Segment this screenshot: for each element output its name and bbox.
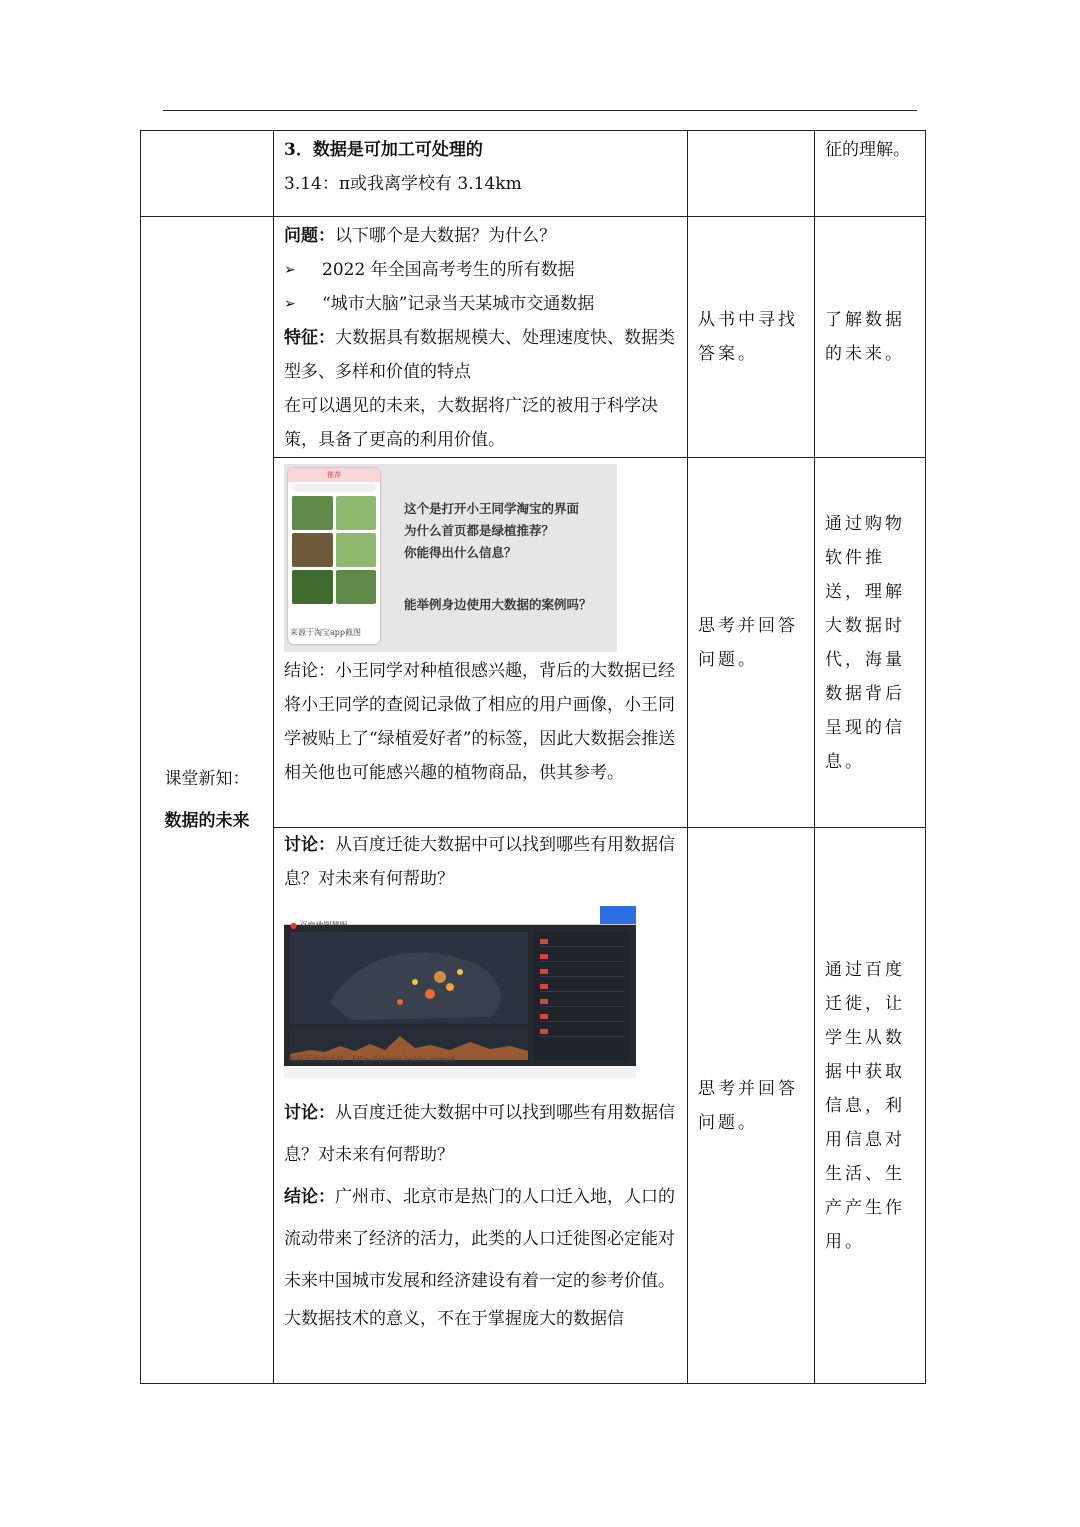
design-intent-text: 征的理解。 (825, 140, 910, 160)
feature-paragraph (284, 321, 677, 389)
design-intent-text: 通过购物软件推送，理解大数据时代，海量数据背后呈现的信息。 (825, 513, 905, 772)
plant-image (336, 533, 377, 567)
heading-data-processable: 3．数据是可加工可处理的 (284, 140, 483, 160)
bullet-text: “城市大脑”记录当天某城市交通数据 (322, 294, 595, 314)
arrow-bullet-icon: ➢ (284, 296, 296, 312)
discuss-paragraph (284, 828, 677, 896)
list-item (540, 938, 624, 947)
list-item (284, 287, 677, 321)
discuss-text: 从百度迁徙大数据中可以找到哪些有用数据信息？对未来有何帮助？ (284, 835, 675, 889)
question-label: 问题： (284, 226, 335, 246)
conclusion-text: 广州市、北京市是热门的人口迁入地，人口的流动带来了经济的活力，此类的人口迁徙图必定能对未来中国城市发展和经济建设有着一定的参考价值。 (284, 1187, 675, 1291)
migration-dashboard (284, 906, 636, 1066)
figure-question: 能举例身边使用大数据的案例吗？ (404, 597, 592, 612)
list-item (540, 1028, 624, 1037)
list-item (284, 253, 677, 287)
table-row-big-data-question (141, 217, 926, 458)
content-cell (274, 217, 688, 458)
future-paragraph: 在可以遇见的未来，大数据将广泛的被用于科学决策，具备了更高的利用价值。 (284, 396, 658, 450)
student-activity-cell (688, 458, 815, 828)
student-activity-cell (688, 131, 815, 217)
design-intent-cell (815, 828, 926, 1384)
map-graphic (290, 932, 528, 1024)
conclusion-label: 结论： (284, 1187, 335, 1207)
section-cell-empty (141, 131, 274, 217)
migration-map (290, 932, 528, 1024)
list-item (540, 998, 624, 1007)
content-cell (274, 458, 688, 828)
taobao-screenshot-figure (284, 464, 617, 652)
app-header: 推荐 (288, 468, 380, 482)
content-cell (274, 828, 688, 1384)
dashboard-nav (284, 906, 636, 930)
discuss-label: 讨论： (284, 1103, 335, 1123)
design-intent-cell (815, 217, 926, 458)
section-cell (141, 217, 274, 1384)
design-intent-cell (815, 458, 926, 828)
student-activity-text: 思考并回答问题。 (698, 1078, 798, 1133)
student-activity-text: 思考并回答问题。 (698, 615, 798, 670)
content-cell (274, 131, 688, 217)
header-rule (163, 110, 917, 111)
dashboard-button (600, 906, 636, 924)
figure-question: 你能得出什么信息？ (404, 545, 517, 560)
logo-text: 百度地图慧眼 (299, 921, 348, 930)
question-text: 以下哪个是大数据？为什么？ (335, 226, 556, 246)
section-label: 课堂新知： (164, 769, 250, 789)
conclusion-paragraph: 结论：小王同学对种植很感兴趣，背后的大数据已经将小王同学的查阅记录做了相应的用户画像，小王同学被贴上了“绿植爱好者”的标签，因此大数据会推送相关他也可能感兴趣的植物商品，供其参考。 (284, 661, 676, 783)
city-ranking-list (534, 932, 630, 1060)
feature-text: 大数据具有数据规模大、处理速度快、数据类型多、多样和价值的特点 (284, 328, 675, 382)
plant-image (292, 570, 333, 604)
bullet-text: 2022 年全国高考考生的所有数据 (322, 260, 575, 280)
section-title: 数据的未来 (164, 811, 250, 831)
student-activity-cell (688, 217, 815, 458)
plant-image (292, 533, 333, 567)
discuss-label: 讨论： (284, 835, 335, 855)
design-intent-cell (815, 131, 926, 217)
figure-question: 为什么首页都是绿植推荐？ (404, 523, 555, 538)
plant-image (292, 496, 333, 530)
significance-line: 大数据技术的意义，不在于掌握庞大的数据信 (284, 1309, 624, 1329)
student-activity-text: 从书中寻找答案。 (698, 310, 798, 364)
conclusion-paragraph (284, 1176, 677, 1302)
figure-source: 来源于淘宝app截图 (290, 628, 362, 637)
pi-example: 3.14：π或我离学校有 3.14km (284, 174, 522, 194)
plant-image (336, 496, 377, 530)
student-activity-cell (688, 828, 815, 1384)
list-item (540, 953, 624, 962)
figure-source: 来源于百度迁徙：http://qianxi.baidu.com/# (288, 1055, 456, 1064)
lesson-plan-table (140, 130, 926, 1384)
location-pin-icon: ● (290, 921, 297, 930)
plant-image (336, 570, 377, 604)
list-item (540, 1013, 624, 1022)
question-line (284, 219, 677, 253)
table-row-data-processing (141, 131, 926, 217)
feature-label: 特征： (284, 328, 335, 348)
search-bar (292, 484, 376, 492)
product-grid (288, 494, 380, 606)
baidu-migration-figure (284, 906, 636, 1078)
list-item (540, 968, 624, 977)
list-item (540, 983, 624, 992)
discuss-text: 从百度迁徙大数据中可以找到哪些有用数据信息？对未来有何帮助？ (284, 1103, 675, 1165)
arrow-bullet-icon: ➢ (284, 262, 296, 278)
design-intent-text: 了解数据的未来。 (825, 310, 905, 364)
figure-question: 这个是打开小王同学淘宝的界面 (404, 501, 580, 516)
design-intent-text: 通过百度迁徙，让学生从数据中获取信息，利用信息对生活、生产产生作用。 (825, 959, 905, 1252)
discuss-paragraph (284, 1092, 677, 1176)
